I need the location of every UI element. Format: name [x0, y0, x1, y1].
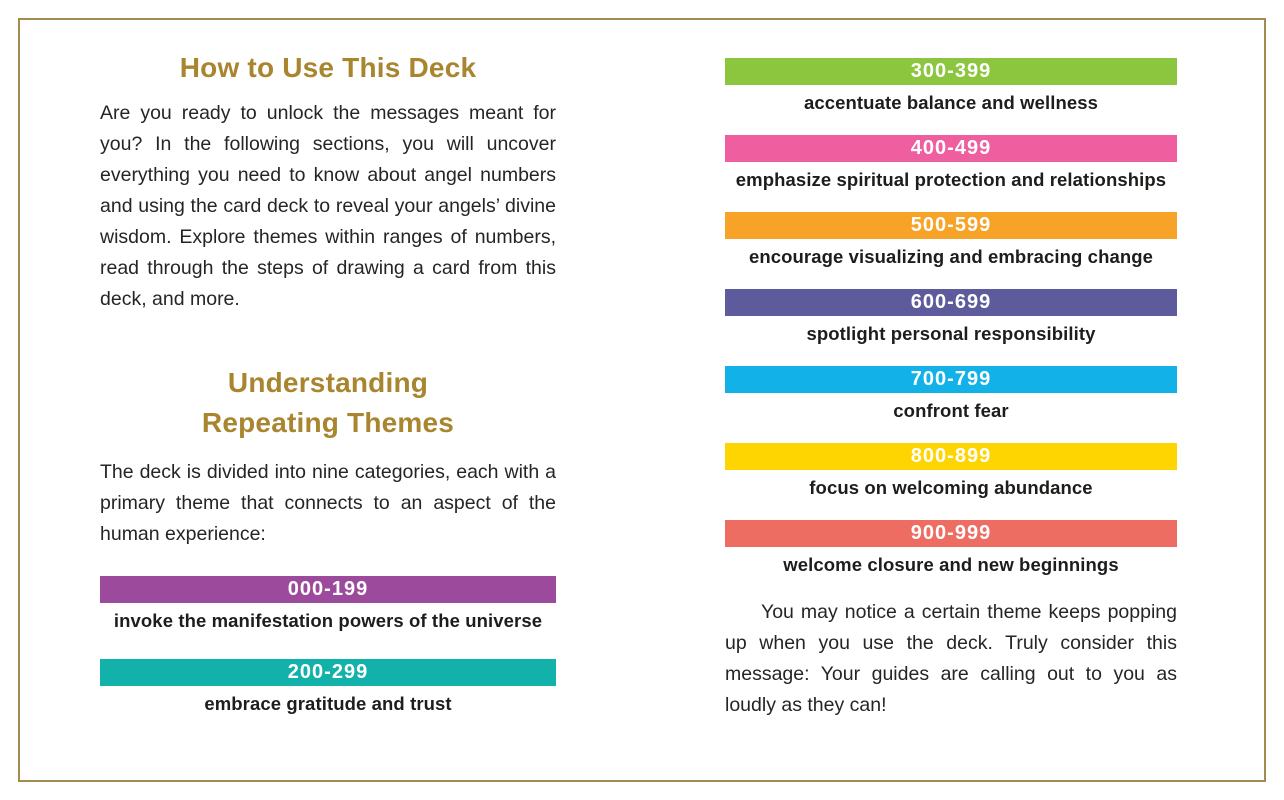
range-label: 300-399: [910, 60, 992, 82]
range-label: 200-299: [287, 661, 369, 683]
range-bar-700-799: [725, 366, 1177, 393]
number-range-block: [100, 576, 556, 633]
range-label: 500-599: [910, 214, 992, 236]
range-label: 600-699: [910, 291, 992, 313]
section-intro-paragraph: The deck is divided into nine categories, each with a primary theme that connects to an aspect of the human experience:: [100, 461, 556, 545]
number-range-block: [725, 520, 1177, 577]
range-bar-300-399: [725, 58, 1177, 85]
range-caption: invoke the manifestation powers of the universe: [113, 610, 543, 631]
page-title: How to Use This Deck: [179, 52, 477, 83]
range-caption: encourage visualizing and embracing change: [748, 246, 1154, 267]
section-title: [100, 363, 556, 443]
range-caption: welcome closure and new beginnings: [783, 554, 1119, 575]
range-caption: accentuate balance and wellness: [803, 92, 1099, 113]
range-caption: emphasize spiritual protection and relationships: [735, 169, 1167, 190]
range-caption: confront fear: [893, 400, 1009, 421]
range-label: 800-899: [910, 445, 992, 467]
number-range-block: [725, 135, 1177, 192]
number-range-block: [100, 659, 556, 716]
range-bar-200-299: [100, 659, 556, 686]
range-label: 700-799: [910, 368, 992, 390]
range-bar-900-999: [725, 520, 1177, 547]
number-range-block: [725, 443, 1177, 500]
closing-paragraph: You may notice a certain theme keeps popping up when you use the deck. Truly consider this message: Your guides are calling out to you as loudly as they can!: [725, 601, 1177, 716]
right-page-column: [725, 20, 1177, 721]
number-range-block: [725, 212, 1177, 269]
section-title-line1: Understanding: [227, 367, 429, 398]
range-label: 900-999: [910, 522, 992, 544]
number-range-block: [725, 58, 1177, 115]
left-page-column: [100, 20, 556, 716]
range-bar-600-699: [725, 289, 1177, 316]
range-caption: spotlight personal responsibility: [806, 323, 1096, 344]
number-range-block: [725, 289, 1177, 346]
range-label: 000-199: [287, 578, 369, 600]
number-range-block: [725, 366, 1177, 423]
section-title-line2: Repeating Themes: [201, 407, 455, 438]
range-caption: focus on welcoming abundance: [809, 477, 1093, 498]
range-bar-000-199: [100, 576, 556, 603]
range-caption: embrace gratitude and trust: [204, 693, 452, 714]
range-bar-400-499: [725, 135, 1177, 162]
range-bar-800-899: [725, 443, 1177, 470]
top-spacer: [725, 20, 1177, 58]
page-border-frame: [18, 18, 1266, 782]
range-label: 400-499: [910, 137, 992, 159]
range-bar-500-599: [725, 212, 1177, 239]
intro-paragraph: Are you ready to unlock the messages meant for you? In the following sections, you will uncover everything you need to know about angel numbers and using the card deck to reveal your angels’ divine wisdom. Explore themes within ranges of numbers, read through the steps of drawing a card from this deck, and more.: [100, 102, 556, 310]
